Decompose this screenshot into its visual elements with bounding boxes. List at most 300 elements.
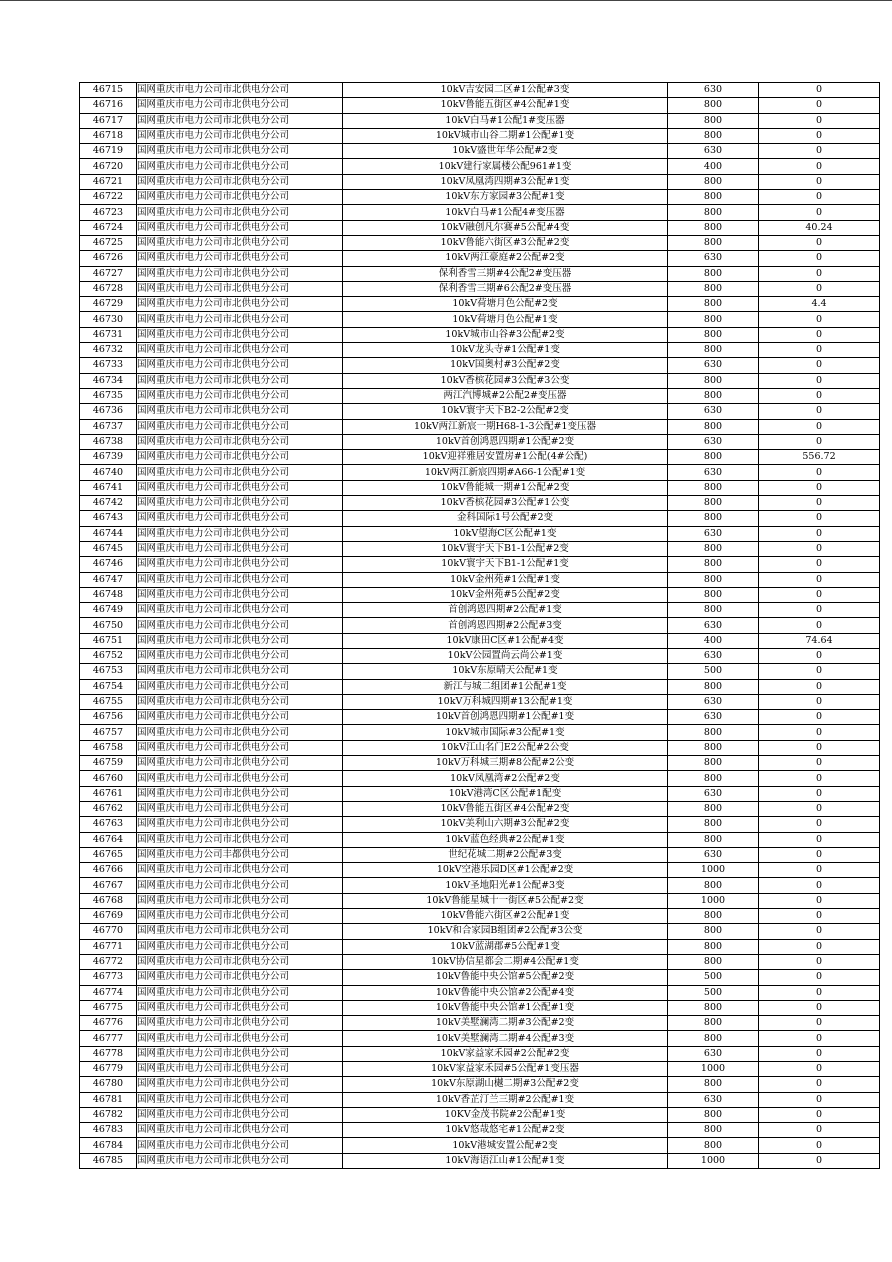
cell-capacity: 800 (668, 327, 759, 342)
cell-transformer-name: 10kV美墅澜湾二期#4公配#3变 (343, 1031, 668, 1046)
cell-company: 国网重庆市电力公司市北供电分公司 (137, 679, 343, 694)
cell-row-id: 46730 (80, 312, 137, 327)
cell-value: 0 (759, 1123, 880, 1138)
cell-transformer-name: 10kV凤凰湾四期#3公配#1变 (343, 174, 668, 189)
cell-transformer-name: 10kV东原晴天公配#1变 (343, 664, 668, 679)
cell-value: 0 (759, 205, 880, 220)
table-row (80, 144, 880, 159)
cell-capacity: 630 (668, 526, 759, 541)
cell-company: 国网重庆市电力公司市北供电分公司 (137, 1031, 343, 1046)
cell-row-id: 46722 (80, 190, 137, 205)
cell-value: 0 (759, 327, 880, 342)
cell-transformer-name: 10kV公园置尚云尚公#1变 (343, 648, 668, 663)
cell-company: 国网重庆市电力公司市北供电分公司 (137, 174, 343, 189)
cell-transformer-name: 10kV城市国际#3公配#1变 (343, 725, 668, 740)
table-row (80, 343, 880, 358)
table-row (80, 817, 880, 832)
cell-value: 0 (759, 1153, 880, 1168)
cell-row-id: 46739 (80, 450, 137, 465)
cell-row-id: 46775 (80, 1000, 137, 1015)
cell-value: 0 (759, 190, 880, 205)
cell-company: 国网重庆市电力公司市北供电分公司 (137, 771, 343, 786)
cell-company: 国网重庆市电力公司市北供电分公司 (137, 526, 343, 541)
cell-company: 国网重庆市电力公司市北供电分公司 (137, 480, 343, 495)
cell-value: 0 (759, 1000, 880, 1015)
cell-value: 40.24 (759, 220, 880, 235)
table-row (80, 205, 880, 220)
cell-row-id: 46747 (80, 572, 137, 587)
cell-capacity: 800 (668, 113, 759, 128)
cell-row-id: 46779 (80, 1062, 137, 1077)
cell-row-id: 46759 (80, 756, 137, 771)
cell-value: 0 (759, 710, 880, 725)
cell-value: 0 (759, 878, 880, 893)
table-row (80, 281, 880, 296)
cell-transformer-name: 10kV和合家园B组团#2公配#3公变 (343, 924, 668, 939)
cell-capacity: 800 (668, 373, 759, 388)
cell-capacity: 630 (668, 404, 759, 419)
cell-company: 国网重庆市电力公司市北供电分公司 (137, 266, 343, 281)
cell-transformer-name: 10kV建行家属楼公配961#1变 (343, 159, 668, 174)
table-row (80, 511, 880, 526)
table-row (80, 633, 880, 648)
cell-row-id: 46741 (80, 480, 137, 495)
cell-transformer-name: 10kV江山名门E2公配#2公变 (343, 740, 668, 755)
cell-capacity: 630 (668, 83, 759, 98)
table-row (80, 557, 880, 572)
cell-capacity: 800 (668, 281, 759, 296)
cell-transformer-name: 10kV寰宇天下B1-1公配#1变 (343, 557, 668, 572)
cell-company: 国网重庆市电力公司市北供电分公司 (137, 358, 343, 373)
cell-value: 0 (759, 1062, 880, 1077)
table-row (80, 710, 880, 725)
cell-company: 国网重庆市电力公司市北供电分公司 (137, 419, 343, 434)
cell-row-id: 46717 (80, 113, 137, 128)
cell-value: 0 (759, 526, 880, 541)
table-row (80, 312, 880, 327)
transformer-table (79, 82, 880, 1169)
cell-value: 0 (759, 312, 880, 327)
table-row (80, 450, 880, 465)
cell-capacity: 630 (668, 144, 759, 159)
cell-row-id: 46760 (80, 771, 137, 786)
cell-capacity: 800 (668, 297, 759, 312)
cell-row-id: 46771 (80, 939, 137, 954)
cell-capacity: 800 (668, 756, 759, 771)
cell-transformer-name: 10kV鲁能六街区#3公配#2变 (343, 235, 668, 250)
cell-transformer-name: 10kV鲁能五街区#4公配#2变 (343, 801, 668, 816)
cell-row-id: 46757 (80, 725, 137, 740)
cell-transformer-name: 10kV美利山六期#3公配#2变 (343, 817, 668, 832)
cell-value: 0 (759, 618, 880, 633)
table-row (80, 878, 880, 893)
cell-value: 0 (759, 128, 880, 143)
cell-value: 0 (759, 496, 880, 511)
cell-capacity: 1000 (668, 863, 759, 878)
cell-transformer-name: 10kV鲁能中央公馆#2公配#4变 (343, 985, 668, 1000)
cell-company: 国网重庆市电力公司市北供电分公司 (137, 740, 343, 755)
cell-company: 国网重庆市电力公司市北供电分公司 (137, 220, 343, 235)
table-row (80, 98, 880, 113)
cell-company: 国网重庆市电力公司市北供电分公司 (137, 557, 343, 572)
cell-row-id: 46715 (80, 83, 137, 98)
cell-transformer-name: 10kV荷塘月色公配#2变 (343, 297, 668, 312)
table-row (80, 480, 880, 495)
cell-row-id: 46768 (80, 893, 137, 908)
table-row (80, 373, 880, 388)
cell-capacity: 630 (668, 694, 759, 709)
table-row (80, 924, 880, 939)
cell-capacity: 800 (668, 939, 759, 954)
cell-transformer-name: 10kV康田C区#1公配#4变 (343, 633, 668, 648)
cell-company: 国网重庆市电力公司市北供电分公司 (137, 924, 343, 939)
cell-value: 0 (759, 83, 880, 98)
cell-value: 0 (759, 587, 880, 602)
cell-capacity: 800 (668, 1016, 759, 1031)
cell-capacity: 800 (668, 266, 759, 281)
table-row (80, 190, 880, 205)
cell-row-id: 46762 (80, 801, 137, 816)
table-row (80, 740, 880, 755)
table-row (80, 266, 880, 281)
table-row (80, 954, 880, 969)
cell-company: 国网重庆市电力公司丰都供电分公司 (137, 847, 343, 862)
cell-value: 0 (759, 419, 880, 434)
cell-row-id: 46772 (80, 954, 137, 969)
cell-company: 国网重庆市电力公司市北供电分公司 (137, 832, 343, 847)
cell-row-id: 46767 (80, 878, 137, 893)
cell-transformer-name: 10kV迎祥雅居安置房#1公配(4#公配) (343, 450, 668, 465)
cell-capacity: 800 (668, 128, 759, 143)
cell-company: 国网重庆市电力公司市北供电分公司 (137, 404, 343, 419)
cell-transformer-name: 10kV城市山谷#3公配#2变 (343, 327, 668, 342)
table-row (80, 970, 880, 985)
cell-value: 0 (759, 266, 880, 281)
cell-value: 0 (759, 801, 880, 816)
cell-company: 国网重庆市电力公司市北供电分公司 (137, 756, 343, 771)
cell-company: 国网重庆市电力公司市北供电分公司 (137, 954, 343, 969)
cell-capacity: 630 (668, 618, 759, 633)
cell-transformer-name: 保利香雪三期#6公配2#变压器 (343, 281, 668, 296)
cell-value: 0 (759, 1046, 880, 1061)
cell-capacity: 800 (668, 235, 759, 250)
cell-company: 国网重庆市电力公司市北供电分公司 (137, 1107, 343, 1122)
table-row (80, 1016, 880, 1031)
cell-company: 国网重庆市电力公司市北供电分公司 (137, 144, 343, 159)
cell-row-id: 46749 (80, 603, 137, 618)
cell-row-id: 46748 (80, 587, 137, 602)
cell-transformer-name: 10kV两江豪庭#2公配#2变 (343, 251, 668, 266)
cell-transformer-name: 10kV两江新宸一期H68-1-3公配#1变压器 (343, 419, 668, 434)
table-row (80, 939, 880, 954)
cell-transformer-name: 10kV鲁能六街区#2公配#1变 (343, 909, 668, 924)
cell-transformer-name: 10kV蓝湖郡#5公配#1变 (343, 939, 668, 954)
table-row (80, 679, 880, 694)
cell-value: 0 (759, 98, 880, 113)
cell-capacity: 800 (668, 1031, 759, 1046)
cell-value: 0 (759, 465, 880, 480)
cell-transformer-name: 10kV城市山谷二期#1公配#1变 (343, 128, 668, 143)
cell-value: 0 (759, 786, 880, 801)
table-row (80, 465, 880, 480)
table-row (80, 358, 880, 373)
table-row (80, 863, 880, 878)
cell-row-id: 46774 (80, 985, 137, 1000)
cell-transformer-name: 10kV首创鸿恩四期#1公配#1变 (343, 710, 668, 725)
cell-transformer-name: 10kV金州苑#5公配#2变 (343, 587, 668, 602)
table-row (80, 786, 880, 801)
cell-company: 国网重庆市电力公司市北供电分公司 (137, 128, 343, 143)
cell-company: 国网重庆市电力公司市北供电分公司 (137, 83, 343, 98)
cell-row-id: 46746 (80, 557, 137, 572)
cell-company: 国网重庆市电力公司市北供电分公司 (137, 694, 343, 709)
cell-value: 0 (759, 1107, 880, 1122)
cell-transformer-name: 10kV美墅澜湾二期#3公配#2变 (343, 1016, 668, 1031)
cell-transformer-name: 10kV两江新宸四期#A66-1公配#1变 (343, 465, 668, 480)
cell-row-id: 46733 (80, 358, 137, 373)
cell-capacity: 800 (668, 190, 759, 205)
cell-row-id: 46736 (80, 404, 137, 419)
cell-row-id: 46729 (80, 297, 137, 312)
table-row (80, 909, 880, 924)
cell-value: 0 (759, 924, 880, 939)
cell-value: 0 (759, 939, 880, 954)
cell-capacity: 800 (668, 205, 759, 220)
cell-value: 0 (759, 740, 880, 755)
cell-capacity: 800 (668, 557, 759, 572)
cell-transformer-name: 10kV香槟花园#3公配#3公变 (343, 373, 668, 388)
cell-company: 国网重庆市电力公司市北供电分公司 (137, 633, 343, 648)
cell-transformer-name: 10kV鲁能中央公馆#5公配#2变 (343, 970, 668, 985)
cell-capacity: 800 (668, 343, 759, 358)
table-row (80, 388, 880, 403)
cell-value: 0 (759, 679, 880, 694)
cell-transformer-name: 10kV盛世年华公配#2变 (343, 144, 668, 159)
cell-capacity: 800 (668, 98, 759, 113)
cell-row-id: 46724 (80, 220, 137, 235)
cell-row-id: 46784 (80, 1138, 137, 1153)
cell-transformer-name: 10kV空港乐园D区#1公配#2变 (343, 863, 668, 878)
cell-value: 0 (759, 954, 880, 969)
cell-row-id: 46743 (80, 511, 137, 526)
cell-row-id: 46763 (80, 817, 137, 832)
table-row (80, 725, 880, 740)
cell-company: 国网重庆市电力公司市北供电分公司 (137, 725, 343, 740)
cell-capacity: 800 (668, 801, 759, 816)
cell-company: 国网重庆市电力公司市北供电分公司 (137, 801, 343, 816)
cell-row-id: 46750 (80, 618, 137, 633)
cell-value: 0 (759, 1092, 880, 1107)
cell-capacity: 800 (668, 679, 759, 694)
cell-value: 0 (759, 404, 880, 419)
cell-transformer-name: 10kV吉安园二区#1公配#3变 (343, 83, 668, 98)
cell-transformer-name: 10kV家益家禾园#5公配#1变压器 (343, 1062, 668, 1077)
cell-row-id: 46765 (80, 847, 137, 862)
cell-transformer-name: 10kV东方家园#3公配#1变 (343, 190, 668, 205)
cell-value: 0 (759, 648, 880, 663)
cell-value: 0 (759, 113, 880, 128)
cell-company: 国网重庆市电力公司市北供电分公司 (137, 1138, 343, 1153)
table-row (80, 496, 880, 511)
cell-row-id: 46782 (80, 1107, 137, 1122)
cell-row-id: 46776 (80, 1016, 137, 1031)
cell-company: 国网重庆市电力公司市北供电分公司 (137, 465, 343, 480)
cell-transformer-name: 10kV万科城四期#13公配#1变 (343, 694, 668, 709)
cell-transformer-name: 10kV荷塘月色公配#1变 (343, 312, 668, 327)
cell-capacity: 800 (668, 450, 759, 465)
cell-capacity: 800 (668, 924, 759, 939)
table-row (80, 174, 880, 189)
cell-company: 国网重庆市电力公司市北供电分公司 (137, 1046, 343, 1061)
cell-company: 国网重庆市电力公司市北供电分公司 (137, 572, 343, 587)
cell-transformer-name: 10kV鲁能星城十一街区#5公配#2变 (343, 893, 668, 908)
cell-company: 国网重庆市电力公司市北供电分公司 (137, 863, 343, 878)
cell-value: 0 (759, 817, 880, 832)
cell-value: 0 (759, 603, 880, 618)
table-row (80, 694, 880, 709)
cell-capacity: 400 (668, 159, 759, 174)
cell-transformer-name: 世纪花城二期#2公配#3变 (343, 847, 668, 862)
cell-capacity: 630 (668, 710, 759, 725)
cell-transformer-name: 新江与城二组团#1公配#1变 (343, 679, 668, 694)
cell-company: 国网重庆市电力公司市北供电分公司 (137, 939, 343, 954)
cell-row-id: 46766 (80, 863, 137, 878)
cell-transformer-name: 10kV融创凡尔赛#5公配#4变 (343, 220, 668, 235)
cell-row-id: 46773 (80, 970, 137, 985)
cell-row-id: 46727 (80, 266, 137, 281)
cell-transformer-name: 10kV蓝色经典#2公配#1变 (343, 832, 668, 847)
cell-row-id: 46751 (80, 633, 137, 648)
cell-transformer-name: 10kV首创鸿恩四期#1公配#2变 (343, 434, 668, 449)
cell-company: 国网重庆市电力公司市北供电分公司 (137, 786, 343, 801)
cell-row-id: 46716 (80, 98, 137, 113)
cell-capacity: 630 (668, 786, 759, 801)
cell-capacity: 800 (668, 832, 759, 847)
cell-row-id: 46723 (80, 205, 137, 220)
cell-row-id: 46742 (80, 496, 137, 511)
cell-capacity: 1000 (668, 1062, 759, 1077)
cell-company: 国网重庆市电力公司市北供电分公司 (137, 1153, 343, 1168)
cell-capacity: 800 (668, 419, 759, 434)
table-row (80, 113, 880, 128)
cell-company: 国网重庆市电力公司市北供电分公司 (137, 817, 343, 832)
cell-row-id: 46780 (80, 1077, 137, 1092)
cell-company: 国网重庆市电力公司市北供电分公司 (137, 312, 343, 327)
table-row (80, 1031, 880, 1046)
cell-value: 0 (759, 664, 880, 679)
cell-company: 国网重庆市电力公司市北供电分公司 (137, 373, 343, 388)
cell-transformer-name: 10kV凤凰湾#2公配#2变 (343, 771, 668, 786)
cell-company: 国网重庆市电力公司市北供电分公司 (137, 343, 343, 358)
cell-value: 0 (759, 847, 880, 862)
cell-company: 国网重庆市电力公司市北供电分公司 (137, 113, 343, 128)
cell-capacity: 800 (668, 388, 759, 403)
cell-row-id: 46732 (80, 343, 137, 358)
table-row (80, 1046, 880, 1061)
cell-row-id: 46777 (80, 1031, 137, 1046)
cell-capacity: 1000 (668, 893, 759, 908)
cell-capacity: 800 (668, 1123, 759, 1138)
cell-row-id: 46738 (80, 434, 137, 449)
cell-value: 0 (759, 251, 880, 266)
table-row (80, 648, 880, 663)
cell-company: 国网重庆市电力公司市北供电分公司 (137, 1062, 343, 1077)
cell-transformer-name: 10kV白马#1公配4#变压器 (343, 205, 668, 220)
cell-row-id: 46764 (80, 832, 137, 847)
cell-value: 0 (759, 1077, 880, 1092)
cell-company: 国网重庆市电力公司市北供电分公司 (137, 648, 343, 663)
cell-company: 国网重庆市电力公司市北供电分公司 (137, 1123, 343, 1138)
cell-value: 0 (759, 756, 880, 771)
cell-company: 国网重庆市电力公司市北供电分公司 (137, 190, 343, 205)
cell-transformer-name: 保利香雪三期#4公配2#变压器 (343, 266, 668, 281)
cell-capacity: 800 (668, 909, 759, 924)
cell-company: 国网重庆市电力公司市北供电分公司 (137, 878, 343, 893)
cell-company: 国网重庆市电力公司市北供电分公司 (137, 98, 343, 113)
cell-transformer-name: 10kV港城安置公配#2变 (343, 1138, 668, 1153)
table-row (80, 756, 880, 771)
cell-company: 国网重庆市电力公司市北供电分公司 (137, 297, 343, 312)
cell-value: 0 (759, 557, 880, 572)
cell-row-id: 46735 (80, 388, 137, 403)
cell-transformer-name: 金科国际1号公配#2变 (343, 511, 668, 526)
cell-transformer-name: 10kV望海C区公配#1变 (343, 526, 668, 541)
page-top-border (0, 0, 892, 1)
cell-value: 0 (759, 1031, 880, 1046)
table-row (80, 159, 880, 174)
cell-transformer-name: 10kV港湾C区公配#1配变 (343, 786, 668, 801)
cell-value: 0 (759, 343, 880, 358)
table-row (80, 526, 880, 541)
cell-row-id: 46769 (80, 909, 137, 924)
cell-row-id: 46720 (80, 159, 137, 174)
cell-row-id: 46761 (80, 786, 137, 801)
cell-value: 0 (759, 985, 880, 1000)
cell-company: 国网重庆市电力公司市北供电分公司 (137, 541, 343, 556)
cell-company: 国网重庆市电力公司市北供电分公司 (137, 985, 343, 1000)
cell-company: 国网重庆市电力公司市北供电分公司 (137, 388, 343, 403)
cell-row-id: 46758 (80, 740, 137, 755)
table-row (80, 1107, 880, 1122)
cell-transformer-name: 10kV香槟花园#3公配#1公变 (343, 496, 668, 511)
table-row (80, 83, 880, 98)
table-row (80, 327, 880, 342)
table-row (80, 541, 880, 556)
cell-capacity: 1000 (668, 1153, 759, 1168)
cell-capacity: 800 (668, 725, 759, 740)
table-row (80, 1138, 880, 1153)
cell-transformer-name: 10kV悠哉悠宅#1公配#2变 (343, 1123, 668, 1138)
cell-transformer-name: 10kV金州苑#1公配#1变 (343, 572, 668, 587)
cell-transformer-name: 10kV鲁能中央公馆#1公配#1变 (343, 1000, 668, 1015)
cell-capacity: 800 (668, 1107, 759, 1122)
table-row (80, 893, 880, 908)
cell-row-id: 46754 (80, 679, 137, 694)
cell-value: 0 (759, 480, 880, 495)
cell-transformer-name: 10kV圣地阳光#1公配#3变 (343, 878, 668, 893)
cell-row-id: 46756 (80, 710, 137, 725)
cell-value: 0 (759, 725, 880, 740)
cell-capacity: 800 (668, 587, 759, 602)
cell-transformer-name: 10kV寰宇天下B1-1公配#2变 (343, 541, 668, 556)
table-row (80, 618, 880, 633)
cell-company: 国网重庆市电力公司市北供电分公司 (137, 618, 343, 633)
cell-company: 国网重庆市电力公司市北供电分公司 (137, 970, 343, 985)
cell-row-id: 46781 (80, 1092, 137, 1107)
table-row (80, 1000, 880, 1015)
table-row (80, 572, 880, 587)
cell-capacity: 800 (668, 220, 759, 235)
